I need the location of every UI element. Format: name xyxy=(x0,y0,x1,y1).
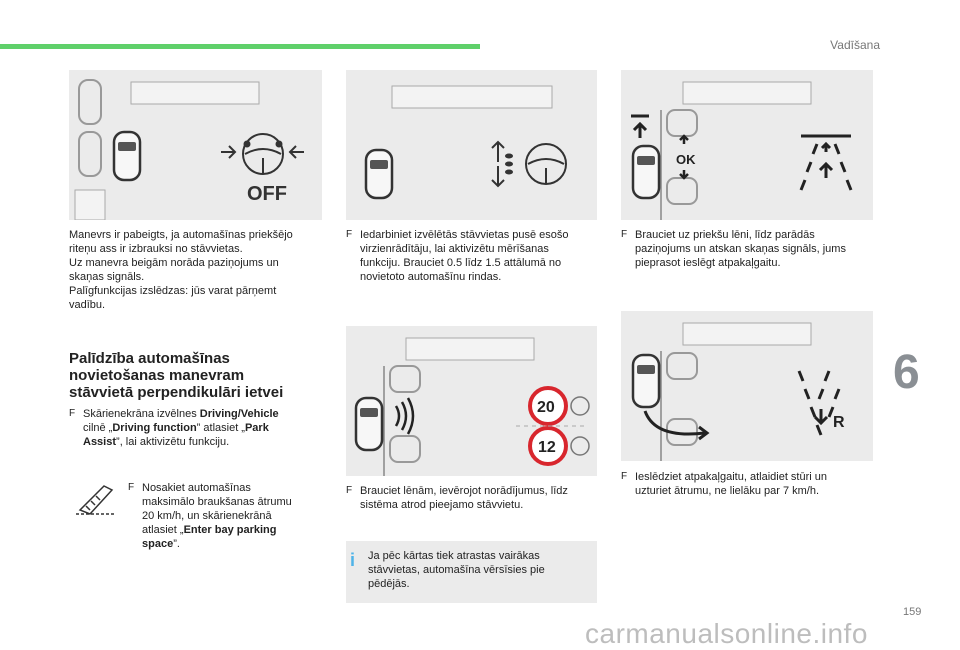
section-heading: Palīdzība automašīnas novietošanas manevram stāvvietā perpendikulāri ietvei xyxy=(69,350,284,401)
illustration-manoeuvre-complete xyxy=(69,70,322,220)
illustration-indicator-activation xyxy=(346,70,597,220)
illustration-reverse-gear xyxy=(621,311,873,461)
hand-touch-icon xyxy=(74,480,118,516)
watermark: carmanualsonline.info xyxy=(585,618,868,649)
speed-limit-20: 20 xyxy=(537,399,555,416)
bullet-enter-bay-parking: F Nosakiet automašīnas maksimālo braukšanas ātrumu 20 km/h, un skārienekrānā atlasiet „Enter bay parking space”. xyxy=(128,482,292,550)
reverse-label: R xyxy=(833,414,845,431)
car-icon xyxy=(633,146,659,198)
completion-paragraph: Manevrs ir pabeigts, ja automašīnas priekšējo riteņu ass ir izbrauksi no stāvvietas. Uz manevra beigām norāda paziņojums un skaņas signāls. Palīgfunkcijas izslēdzas: jūs varat pārņemt vadību. xyxy=(69,229,293,311)
chapter-number: 6 xyxy=(893,346,920,399)
bullet-activate-park-assist: F Skārienekrāna izvēlnes Driving/Vehicle cilnē „Driving function” atlasiet „Park Assist”, lai aktivizētu funkciju. xyxy=(69,408,279,448)
bullet-icon: F xyxy=(346,229,353,240)
accent-bar xyxy=(0,44,480,49)
bullet-icon: F xyxy=(346,485,353,496)
bullet-drive-forward: F Brauciet uz priekšu lēni, līdz parādās paziņojums un atskan skaņas signāls, jums pieprasot ieslēgt atpakaļgaitu. xyxy=(621,229,846,269)
bullet-icon: F xyxy=(621,229,628,240)
bullet-icon: F xyxy=(621,471,628,482)
section-title: Vadīšana xyxy=(830,38,880,52)
info-note: i Ja pēc kārtas tiek atrastas vairākas stāvvietas, automašīna vērsīsies pie pēdējās. xyxy=(346,541,597,603)
ok-label: OK xyxy=(676,152,696,167)
bullet-activate-indicator: F Iedarbiniet izvēlētās stāvvietas pusē esošo virzienrādītāju, lai aktivizētu mērīšanas funkciju. Brauciet 0.5 līdz 1.5 attālumā no novietoto automašīnu rindas. xyxy=(346,229,569,283)
bullet-drive-slowly: F Brauciet lēnām, ievērojot norādījumus, līdz sistēma atrod pieejamo stāvvietu. xyxy=(346,485,568,511)
car-icon xyxy=(366,150,392,198)
car-icon xyxy=(356,398,382,450)
speed-limit-12: 12 xyxy=(538,439,556,456)
car-icon xyxy=(114,132,140,180)
page-number: 159 xyxy=(903,606,922,618)
bullet-engage-reverse: F Ieslēdziet atpakaļgaitu, atlaidiet stūri un uzturiet ātrumu, ne lielāku par 7 km/h. xyxy=(621,471,828,497)
off-label: OFF xyxy=(247,183,287,205)
info-icon: i xyxy=(350,550,356,570)
car-icon xyxy=(633,355,659,407)
illustration-speed-search xyxy=(346,326,597,476)
illustration-reverse-prompt xyxy=(621,70,873,220)
bullet-icon: F xyxy=(128,482,135,493)
bullet-icon: F xyxy=(69,408,76,419)
